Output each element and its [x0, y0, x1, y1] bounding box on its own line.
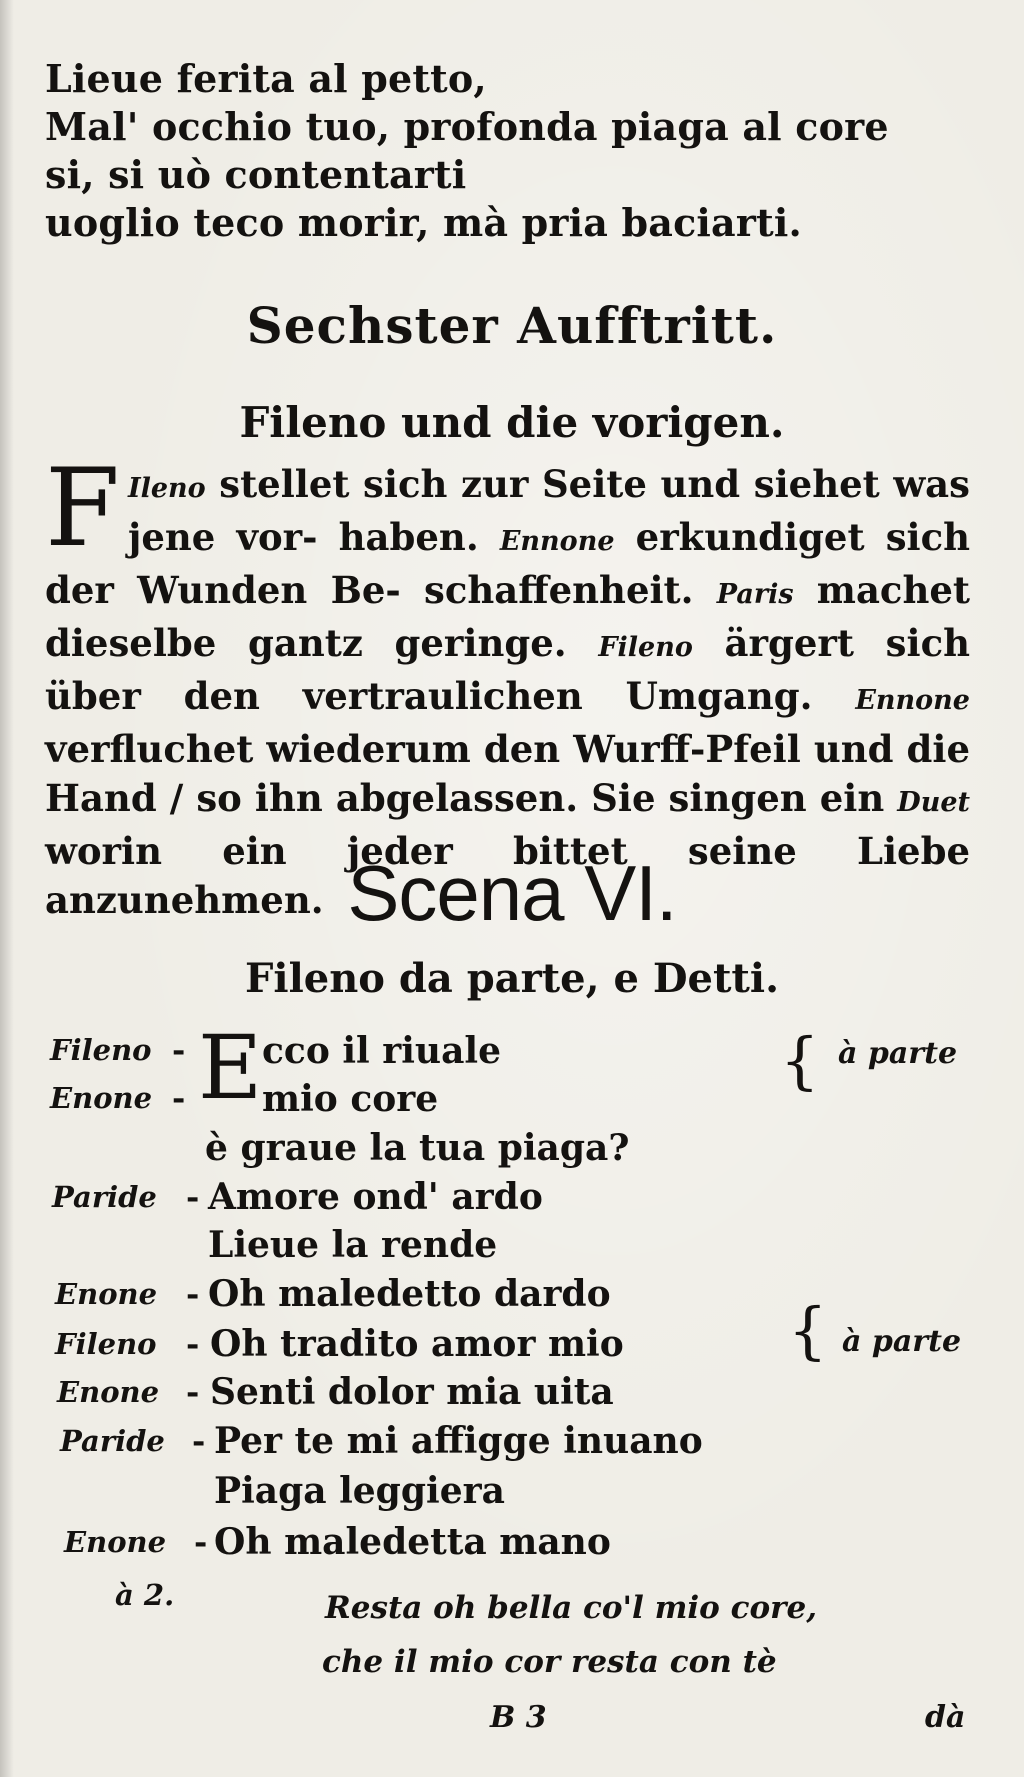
dialogue-line: è graue la tua piaga? — [205, 1127, 630, 1169]
dialogue-line: Oh tradito amor mio — [210, 1323, 624, 1365]
prose-text: worin ein jeder bittet seine Liebe anzunehmen. — [45, 829, 970, 922]
verse-line: Lieue ferita al petto, — [45, 56, 487, 101]
prose-text: haben. — [338, 515, 500, 559]
speaker-dash: - — [186, 1325, 200, 1363]
prose-text: erkundiget sich der Wunden Be- — [45, 515, 971, 612]
speaker-name: Enone — [64, 1525, 167, 1559]
speaker-name: Paride — [52, 1180, 157, 1214]
prose-text: ärgert sich über den vertraulichen Umgang. — [45, 621, 970, 718]
speaker-dash: - — [192, 1422, 206, 1460]
prose-text: schaffenheit. — [424, 568, 717, 612]
verse-top — [45, 55, 889, 247]
speaker-name: Enone — [55, 1277, 158, 1311]
speaker-dash: - — [172, 1079, 186, 1117]
prose-text: machet dieselbe gantz geringe. — [45, 568, 970, 665]
drop-cap: F — [45, 446, 120, 571]
dialogue-line: Oh maledetto dardo — [208, 1273, 611, 1315]
speaker-name: Paride — [60, 1424, 165, 1458]
verse-line: si, si uò contentarti — [45, 152, 467, 197]
prose-text: die Hand / so ihn abgelassen. Sie singen ein — [45, 727, 971, 820]
prose-text: stellet sich zur Seite und siehet was jene vor- — [127, 462, 970, 559]
character-name: Fileno — [598, 632, 693, 663]
character-name: Ileno — [127, 473, 206, 504]
speaker-name: Fileno — [50, 1033, 152, 1067]
aside-note: à parte — [842, 1324, 962, 1359]
dialogue-line: Senti dolor mia uita — [210, 1371, 614, 1413]
speaker-dash: - — [186, 1178, 200, 1216]
speaker-dash: - — [186, 1275, 200, 1313]
italian-scene-subtitle: Fileno da parte, e Detti. — [244, 955, 780, 1002]
verse-line: Mal' occhio tuo, profonda piaga al core — [45, 104, 889, 149]
catchword: dà — [925, 1700, 966, 1735]
a2-line: Resta oh bella co'l mio core, — [325, 1590, 818, 1626]
dialogue-line: Per te mi affigge inuano — [214, 1420, 703, 1462]
dialogue-line: Piaga leggiera — [214, 1470, 505, 1512]
signature-mark: B 3 — [490, 1700, 547, 1735]
speaker-dash: - — [186, 1373, 200, 1411]
dialogue-line: cco il riuale — [262, 1030, 501, 1072]
verse-line: uoglio teco morir, mà pria baciarti. — [45, 200, 802, 245]
a2-label: à 2. — [115, 1578, 175, 1612]
character-name: Ennone — [855, 685, 970, 716]
character-name: Duet — [897, 787, 970, 818]
brace-glyph: { — [788, 1294, 828, 1367]
dialogue-line: mio core — [262, 1078, 439, 1120]
speaker-dash: - — [172, 1031, 186, 1069]
german-scene-subtitle: Fileno und die vorigen. — [239, 398, 785, 447]
speaker-dash: - — [194, 1523, 208, 1561]
german-scene-title: Sechster Aufftritt. — [246, 296, 778, 355]
big-initial: E — [198, 1016, 263, 1119]
speaker-name: Enone — [50, 1081, 153, 1115]
dialogue-line: Oh maledetta mano — [214, 1521, 611, 1563]
dialogue-line: Amore ond' ardo — [208, 1176, 543, 1218]
character-name: Ennone — [499, 526, 615, 557]
character-name: Paris — [716, 579, 794, 610]
speaker-name: Fileno — [55, 1327, 157, 1361]
speaker-name: Enone — [57, 1375, 160, 1409]
aside-note: à parte — [838, 1036, 958, 1071]
a2-line: che il mio cor resta con tè — [322, 1644, 777, 1680]
prose-text: verfluchet wiederum den Wurff-Pfeil und — [45, 727, 894, 771]
dialogue-line: Lieue la rende — [208, 1224, 498, 1266]
brace-glyph: { — [780, 1024, 820, 1097]
italian-scene-title: Scena VI. — [347, 849, 677, 937]
